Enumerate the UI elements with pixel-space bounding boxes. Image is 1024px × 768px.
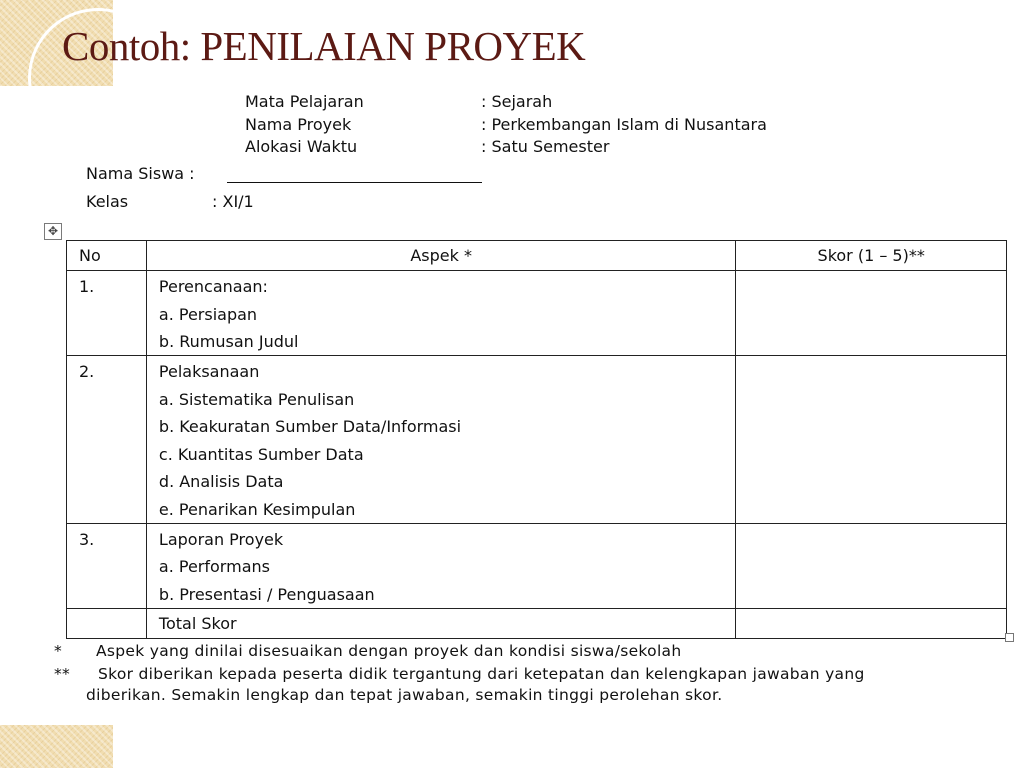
aspect-item: b. Presentasi / Penguasaan bbox=[158, 584, 375, 604]
aspect-item: c. Kuantitas Sumber Data bbox=[158, 444, 364, 464]
table-move-icon[interactable]: ✥ bbox=[44, 223, 62, 240]
row-number: 1. bbox=[67, 271, 147, 356]
table-header-row bbox=[67, 241, 1007, 271]
note-text: Skor diberikan kepada peserta didik tergantung dari ketepatan dan kelengkapan jawaban yang bbox=[98, 665, 865, 683]
aspect-cell bbox=[146, 356, 736, 524]
score-cell[interactable] bbox=[736, 271, 1007, 356]
slide-title: Contoh: PENILAIAN PROYEK bbox=[62, 23, 586, 69]
aspect-item: Perencanaan: bbox=[158, 277, 268, 296]
table-total-row bbox=[67, 608, 1007, 638]
aspect-item: d. Analisis Data bbox=[158, 472, 284, 491]
info-label: Alokasi Waktu bbox=[245, 137, 358, 156]
score-cell[interactable] bbox=[736, 523, 1007, 608]
aspect-item: a. Performans bbox=[158, 557, 270, 576]
info-label: Mata Pelajaran bbox=[245, 92, 364, 111]
assessment-table bbox=[66, 240, 1007, 639]
note-2-continuation bbox=[0, 686, 1024, 706]
student-name-blank bbox=[227, 182, 482, 183]
info-value: : Satu Semester bbox=[481, 137, 610, 156]
row-number: 3. bbox=[67, 523, 147, 608]
note-text: Aspek yang dinilai disesuaikan dengan proyek dan kondisi siswa/sekolah bbox=[96, 642, 682, 660]
total-no-cell bbox=[67, 608, 147, 638]
total-score-cell[interactable] bbox=[736, 608, 1007, 638]
note-1 bbox=[0, 642, 1024, 662]
score-cell[interactable] bbox=[736, 356, 1007, 524]
total-label: Total Skor bbox=[146, 608, 736, 638]
aspect-cell bbox=[146, 523, 736, 608]
note-mark: * bbox=[54, 642, 63, 660]
decorative-corner-bottom bbox=[0, 725, 113, 768]
info-value: : Perkembangan Islam di Nusantara bbox=[481, 115, 767, 134]
aspect-item: a. Persiapan bbox=[158, 304, 258, 324]
aspect-item: a. Sistematika Penulisan bbox=[158, 389, 355, 409]
student-name-label: Nama Siswa : bbox=[86, 164, 195, 183]
aspect-item: e. Penarikan Kesimpulan bbox=[158, 499, 356, 519]
note-mark: ** bbox=[54, 665, 71, 683]
info-label: Nama Proyek bbox=[245, 115, 352, 134]
aspect-item: Laporan Proyek bbox=[158, 529, 284, 549]
aspect-item: Pelaksanaan bbox=[158, 362, 260, 381]
student-class-value: : XI/1 bbox=[212, 192, 254, 211]
header-no: No bbox=[67, 241, 147, 271]
table-row bbox=[67, 356, 1007, 524]
aspect-item: b. Keakuratan Sumber Data/Informasi bbox=[158, 417, 462, 436]
table-resize-handle[interactable] bbox=[1005, 633, 1014, 642]
aspect-item: b. Rumusan Judul bbox=[158, 332, 299, 351]
table-row bbox=[67, 271, 1007, 356]
row-number: 2. bbox=[67, 356, 147, 524]
info-value: : Sejarah bbox=[481, 92, 553, 111]
note-text: diberikan. Semakin lengkap dan tepat jawaban, semakin tinggi perolehan skor. bbox=[86, 686, 723, 704]
note-2 bbox=[0, 665, 1024, 685]
table-row bbox=[67, 523, 1007, 608]
student-class-label: Kelas bbox=[86, 192, 129, 211]
header-score: Skor (1 – 5)** bbox=[736, 241, 1007, 271]
aspect-cell bbox=[146, 271, 736, 356]
header-aspect: Aspek * bbox=[146, 241, 736, 271]
